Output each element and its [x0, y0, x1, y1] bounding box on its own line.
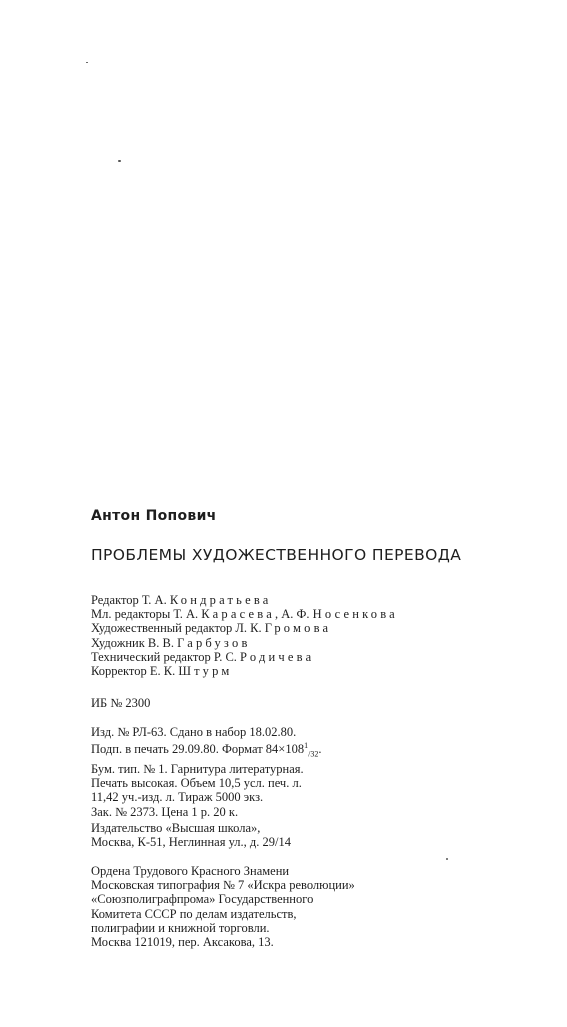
ib-number: ИБ № 2300: [91, 696, 151, 710]
imprint-line: Бум. тип. № 1. Гарнитура литературная.: [91, 762, 304, 777]
credit-name: Громова: [264, 621, 332, 636]
credit-role: Технический редактор Р. С.: [91, 649, 241, 664]
imprint-line: Печать высокая. Объем 10,5 усл. печ. л.: [91, 776, 302, 791]
credit-name: Носенкова: [312, 607, 398, 622]
credit-name: Гарбузов: [177, 635, 251, 650]
printer-line: полиграфии и книжной торговли.: [91, 920, 270, 935]
print-speck: [118, 160, 121, 162]
printer-line: Ордена Трудового Красного Знамени: [91, 864, 290, 878]
credits-list: [91, 593, 398, 678]
credit-role: Мл. редакторы Т. А.: [91, 607, 202, 622]
imprint-text: Подп. в печать 29.09.80. Формат 84×108: [91, 742, 305, 757]
credit-role: , А. Ф.: [274, 607, 313, 622]
imprint-details: [91, 725, 321, 819]
credit-line-artist: [91, 636, 398, 650]
printer-line: Комитета СССР по делам издательств,: [91, 906, 297, 921]
credit-role: Корректор Е. К.: [91, 664, 179, 679]
printer-line: Москва 121019, пер. Аксакова, 13.: [91, 935, 274, 950]
imprint-text: .: [318, 742, 322, 757]
publisher-address: [91, 821, 291, 849]
format-fraction-numerator: 1: [304, 741, 309, 751]
print-speck: [86, 62, 88, 63]
credit-role: Редактор Т. А.: [91, 593, 170, 607]
credit-name: Родичева: [240, 649, 315, 664]
book-title: ПРОБЛЕМЫ ХУДОЖЕСТВЕННОГО ПЕРЕВОДА: [91, 546, 462, 564]
credit-line-editor: [91, 593, 398, 607]
printer-address: [91, 864, 355, 949]
credit-role: Художник В. В.: [91, 635, 178, 650]
publisher-line: Издательство «Высшая школа»,: [91, 821, 261, 835]
credit-role: Художественный редактор Л. К.: [91, 621, 265, 636]
credit-line-junior-editors: [91, 607, 398, 621]
print-speck: [446, 858, 448, 860]
credit-name: Кондратьева: [169, 593, 272, 607]
credit-name: Карасева: [201, 607, 275, 622]
book-author: Антон Попович: [91, 508, 217, 524]
publisher-line: Москва, К-51, Неглинная ул., д. 29/14: [91, 835, 291, 850]
imprint-line: Изд. № РЛ-63. Сдано в набор 18.02.80.: [91, 725, 297, 739]
format-fraction-denominator: /32: [308, 749, 319, 759]
credit-line-art-editor: [91, 621, 398, 635]
printer-line: «Союзполиграфпрома» Государственного: [91, 892, 314, 907]
credit-line-technical-editor: [91, 650, 398, 664]
credit-line-proofreader: [91, 664, 398, 678]
imprint-line: 11,42 уч.-изд. л. Тираж 5000 экз.: [91, 790, 264, 805]
imprint-line: Зак. № 2373. Цена 1 р. 20 к.: [91, 804, 239, 819]
credit-name: Штурм: [178, 664, 233, 679]
imprint-format-line: [91, 739, 321, 762]
printer-line: Московская типография № 7 «Искра революции»: [91, 878, 355, 893]
